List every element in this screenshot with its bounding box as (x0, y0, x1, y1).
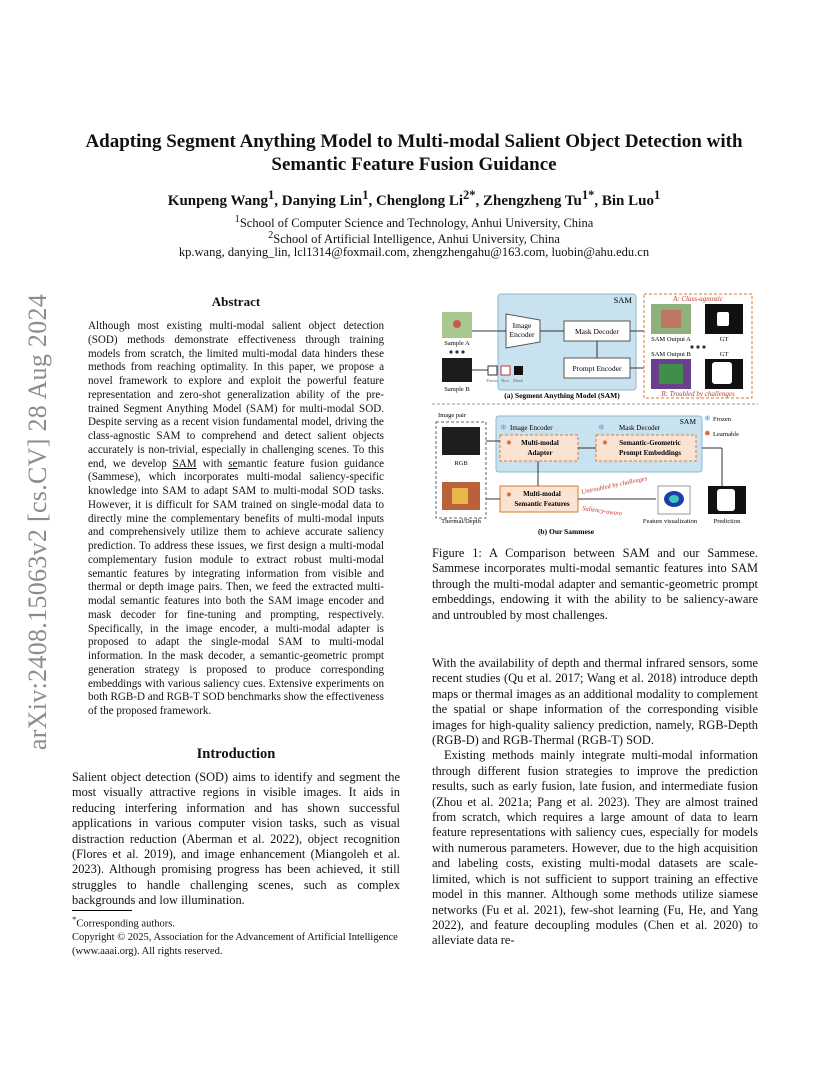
affiliation-sup: 2 (268, 230, 274, 241)
flame-icon: ✹ (506, 491, 512, 499)
figure-caption: Figure 1: A Comparison between SAM and our Sammese. Sammese incorporates multi-modal semantic features into SAM through the multi-modal adapter and semantic-geometric prompt embeddings, endowing it with the ability to be saliency-aware and untroubled by most challenges. (432, 546, 758, 622)
abstract-text: with (196, 457, 229, 470)
author-name: Chenglong Li (375, 193, 464, 209)
affiliation-sup: 1 (234, 214, 240, 225)
mm-adapter-label: Multi-modal (521, 439, 559, 447)
prompt-encoder-label: Prompt Encoder (572, 364, 622, 373)
prediction-mask (717, 489, 735, 511)
class-agnostic-label: A: Class-agnostic (673, 295, 723, 303)
paragraph: With the availability of depth and thermal infrared sensors, some recent studies (Qu et al. 2017; Wang et al. 2018) introduce depth maps or thermal images as an additional modality to complement the spatial or shape information of the corresponding visible images for high-quality saliency prediction, namely, RGB-Depth (RGB-D) and RGB-Thermal (RGB-T) SOD. (432, 656, 758, 748)
prompt-type-label: Points (486, 378, 498, 383)
abstract-se-underline: se (228, 457, 238, 470)
prompt-type-label: Mask (513, 378, 523, 383)
sam-output-b-label: SAM Output B (651, 351, 691, 358)
affiliation-text: School of Computer Science and Technology, Anhui University, China (239, 216, 594, 231)
footnote-corresponding (72, 913, 400, 931)
footnote-rule (72, 910, 132, 911)
snowflake-icon: ❄ (500, 423, 507, 432)
author-name: Bin Luo (601, 193, 654, 209)
sample-b-image (442, 358, 472, 382)
mm-semantic-label: Semantic Features (514, 500, 570, 508)
image-encoder-label: Encoder (509, 330, 535, 339)
rgb-label: RGB (454, 460, 468, 467)
sam-output-b-mask (659, 364, 683, 384)
untroubled-label: Untroubled by challenges (580, 475, 648, 496)
sample-a-label: Sample A (444, 340, 470, 347)
introduction-body: Salient object detection (SOD) aims to identify and segment the most visually attractive regions in visible images. It aids in reducing interfering information and has shown successful applications in various computer vision tasks, such as visual distraction reduction (Aberman et al. 2022), object recognition (Flores et al. 2019), and image enhancement (Miangoleh et al. 2023). Although promising progress has been achieved, it still struggles to handle challenging scenes, such as complex backgrounds and low illumination. (72, 770, 400, 908)
thermal-depth-label: Thermal/Depth (441, 518, 481, 525)
ellipsis-dot (702, 345, 705, 348)
introduction-heading: Introduction (196, 746, 276, 762)
author-name: Danying Lin (281, 193, 363, 209)
footnote (72, 913, 400, 958)
mask-decoder-label-a: Mask Decoder (575, 327, 619, 336)
frozen-legend: Frozen (713, 416, 732, 423)
sam-label-a: SAM (613, 295, 632, 305)
image-encoder-label-b: Image Encoder (510, 424, 553, 432)
mm-semantic-label: Multi-modal (523, 490, 561, 498)
snowflake-icon: ❄ (704, 414, 711, 423)
author-sup: 1* (581, 188, 595, 202)
arxiv-stamp (18, 282, 58, 762)
image-pair-label: Image pair (438, 412, 466, 419)
author-sup: 2* (463, 188, 476, 202)
author-emails: kp.wang, danying_lin, lcl1314@foxmail.com, zhengzhengahu@163.com, luobin@ahu.edu.cn (178, 245, 650, 259)
flame-icon: ✹ (602, 439, 608, 447)
prompt-type-label: Box (501, 378, 509, 383)
author-sup: 1 (267, 188, 275, 202)
gt-label: GT (719, 351, 729, 358)
title-line-1: Adapting Segment Anything Model to Multi-modal Salient Object Detection with (85, 131, 743, 152)
gt-label: GT (719, 336, 729, 343)
footnote-star: * (72, 914, 77, 924)
sg-prompt-label: Semantic-Geometric (619, 439, 681, 447)
thermal-hotspot (452, 488, 468, 504)
points-prompt-icon (488, 366, 497, 375)
mask-prompt-icon (514, 366, 523, 375)
sam-output-a-mask (661, 310, 681, 328)
title-line-2: Semantic Feature Fusion Guidance (271, 154, 557, 175)
troubled-label: B: Troubled by challenges (661, 390, 735, 398)
author-sup: 1 (653, 188, 661, 202)
ellipsis-dot (449, 350, 452, 353)
ellipsis-dot (690, 345, 693, 348)
abstract-body (88, 320, 384, 719)
flame-icon: ✹ (704, 429, 711, 438)
abstract-sam-underline: SAM (172, 457, 197, 470)
sg-prompt-label: Prompt Embeddings (619, 449, 681, 457)
sample-b-label: Sample B (444, 386, 470, 393)
feature-vis-core (669, 495, 679, 503)
author-name: Zhengzheng Tu (483, 193, 582, 209)
footnote-text: Corresponding authors. (76, 918, 175, 930)
mask-decoder-label-b: Mask Decoder (619, 424, 661, 432)
abstract-heading: Abstract (211, 294, 261, 309)
arxiv-id-text: arXiv:2408.15063v2 [cs.CV] 28 Aug 2024 (23, 293, 52, 751)
ellipsis-dot (461, 350, 464, 353)
author-list: Kunpeng Wang$^1$, Danying Lin$^1$, Chenglong $Li^{2*}$, Zhengzheng $Tu^{1*}$, Bin Luo$^1$ (167, 188, 661, 209)
image-encoder-label: Image (512, 321, 532, 330)
sam-label-b: SAM (679, 417, 696, 426)
right-column-body (432, 656, 758, 949)
abstract-text: mantic feature fusion guidance (Sammese), which incorporates multi-modal saliency-specific knowledge into SAM to adapt SAM to multi-modal SOD tasks. However, it is difficult for SAM trained on single-modal data to directly mine the complementary benefits of multi-modal inputs and comprehensively utilize them to achieve accurate saliency prediction. To address these issues, we first design a multi-modal complementary fusion module to extract robust multi-modal semantic features by integrating information from visible and thermal or depth image pairs. Then, we feed the extracted multi-modal semantic features into both the SAM image encoder and mask decoder for fine-tuning and prompting, respectively. Specifically, in the image encoder, a multi-modal adapter is proposed to adapt the single-modal SAM to multi-modal information. In the mask decoder, a semantic-geometric prompt generation strategy is proposed to produce corresponding embeddings with various saliency cues. Extensive experiments on both RGB-D and RGB-T SOD benchmarks show the effectiveness of the proposed framework. (88, 457, 384, 717)
author-name: Kunpeng Wang (167, 193, 268, 209)
ellipsis-dot (696, 345, 699, 348)
feature-vis-label: Feature visualization (642, 518, 698, 525)
abstract-text: Although most existing multi-modal salient object detection (SOD) methods demonstrate effectiveness through training models from scratch, the limited multi-modal data hinders these methods from reaching optimality. In this paper, we propose a novel framework to explore and exploit the powerful feature representation and zero-shot generalization ability of the pre-trained Segment Anything Model (SAM) for multi-modal SOD. Despite serving as a recent vision fundamental model, driving the class-agnostic SAM to comprehend and detect salient objects accurately is non-trivial, especially in challenging scenes. To this end, we develop (88, 320, 384, 470)
affiliation-text: School of Artificial Intelligence, Anhui University, China (273, 232, 560, 247)
sam-output-a-label: SAM Output A (651, 336, 691, 343)
flame-icon: ✹ (506, 439, 512, 447)
snowflake-icon: ❄ (598, 423, 605, 432)
learnable-legend: Learnable (713, 431, 739, 438)
prediction-label: Prediction (713, 518, 741, 525)
copyright-notice: Copyright © 2025, Association for the Advancement of Artificial Intelligence (www.aaai.org). All rights reserved. (72, 932, 398, 957)
figure-1 (432, 290, 758, 540)
author-sup: 1 (362, 188, 369, 202)
mm-adapter-label: Adapter (527, 449, 553, 457)
gt-b-mask (712, 362, 732, 384)
caption-a: (a) Segment Anything Model (SAM) (504, 391, 620, 400)
box-prompt-icon (501, 366, 510, 375)
sample-a-object (453, 320, 461, 328)
saliency-aware-label: Saliency-aware (581, 505, 623, 518)
ellipsis-dot (455, 350, 458, 353)
paragraph: Existing methods mainly integrate multi-modal information through different fusion strategies to improve the prediction results, such as early fusion, late fusion, and intermediate fusion (Zhou et al. 2021a; Pang et al. 2023). They are almost trained from scratch, which requires a large amount of data to learn feature representations with saliency cues, especially for models with numerous parameters. However, due to the high acquisition and labeling costs, existing multi-modal datasets are scale-limited, which is not sufficient to support training an effective model in this manner. Although some methods utilize siamese networks (Fu et al. 2021), few-shot learning (Fu, He, and Yang 2022), and feature decoupling modules (Chen et al. 2020) to alleviate data re- (432, 748, 758, 948)
paper-title (70, 130, 758, 176)
figure-1-diagram (432, 290, 758, 540)
rgb-image (442, 427, 480, 455)
gt-a-mask (717, 312, 729, 326)
caption-b: (b) Our Sammese (537, 527, 595, 536)
